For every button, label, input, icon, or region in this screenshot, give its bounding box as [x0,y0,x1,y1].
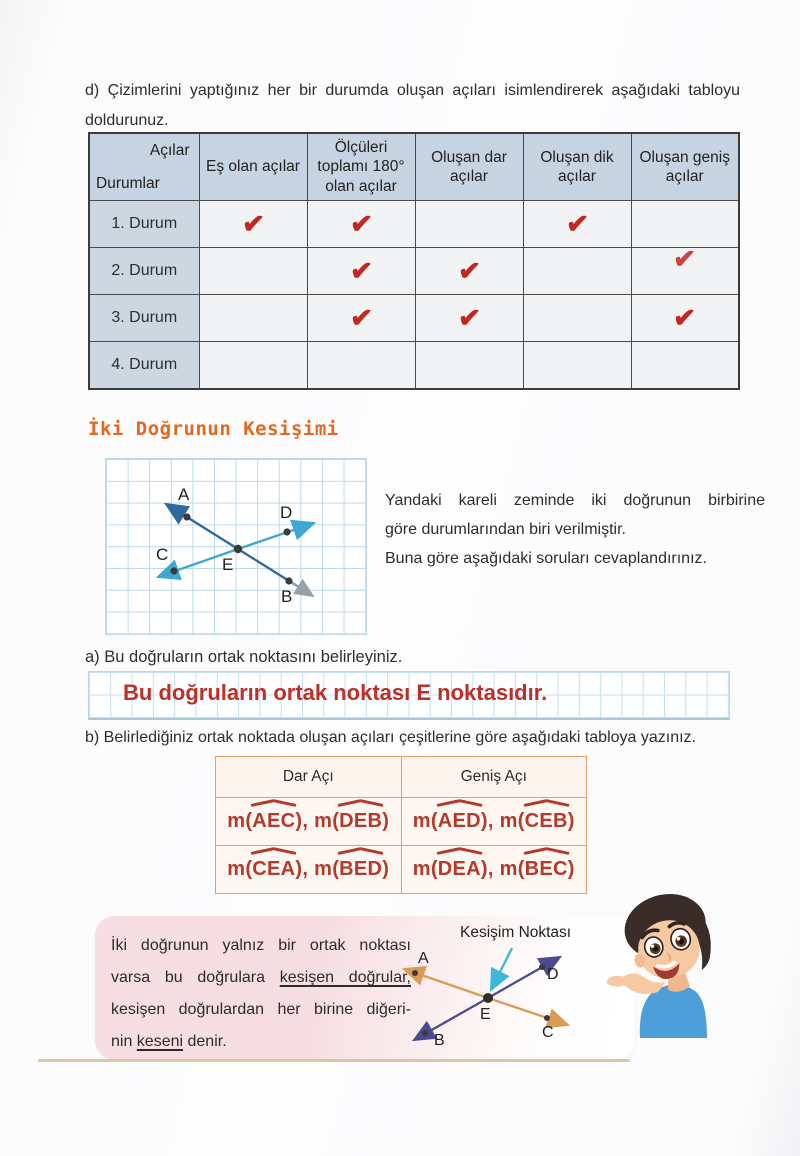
check-cell [307,295,415,342]
corner-label-acilar: Açılar [149,142,190,159]
question-a-text: a) Bu doğruların ortak noktasını belirleyiniz. [85,648,403,666]
check-cell [631,342,739,390]
angle-cell: m(DEA), m(BEC) [401,846,587,894]
row-label: 4. Durum [89,342,199,390]
point-label-B: B [281,587,293,606]
check-cell [523,248,631,295]
check-cell [631,201,739,248]
info-line: kesişen doğrulardan her birine diğeri- [111,1001,411,1018]
angle-table-row [216,846,587,894]
checkmark-icon: ✔ [348,207,374,240]
corner-cell [89,133,199,201]
angle-cell: m(AED), m(CEB) [401,798,587,846]
point-label-A: A [418,950,429,967]
intersecting-lines-figure [106,459,366,634]
checkmark-icon: ✔ [348,301,374,334]
angle-header-genis: Geniş Açı [401,757,587,798]
angle-header-dar: Dar Açı [216,757,402,798]
check-cell [415,248,523,295]
check-cell [199,295,307,342]
question-b-text: b) Belirlediğiniz ortak noktada oluşan açıları çeşitlerine göre aşağıdaki tabloya yazınız. [85,729,696,746]
row-label: 1. Durum [89,201,199,248]
table-row [89,342,739,390]
section-description [385,486,765,573]
checkmark-icon: ✔ [672,301,697,334]
check-cell [415,295,523,342]
corner-label-durumlar: Durumlar [96,174,160,192]
table-header-row [89,133,739,201]
checkmark-icon: ✔ [564,207,590,240]
point-label-D: D [280,503,293,522]
point-label-E: E [222,555,234,574]
info-box [95,916,635,1060]
info-box-text [111,930,411,1058]
point-label-D: D [547,966,559,983]
check-cell [307,248,415,295]
col-header-180: Ölçüleri toplamı 180° olan açılar [307,133,415,201]
row-label: 2. Durum [89,248,199,295]
answer-text: Bu doğruların ortak noktası E noktasıdır. [123,680,548,705]
answer-strip [88,671,730,720]
col-header-dar: Oluşan dar açılar [415,133,523,201]
col-header-es-olan: Eş olan açılar [199,133,307,201]
check-cell [523,295,631,342]
decorative-line [38,1059,630,1062]
table-row [89,295,739,342]
info-line: nin keseni denir. [111,1033,227,1050]
check-cell [415,342,523,390]
description-line3: Buna göre aşağıdaki soruları cevaplandırınız. [385,550,707,567]
check-cell [415,201,523,248]
cartoon-boy [598,886,748,1038]
check-cell [199,201,307,248]
angle-table [215,756,587,894]
point-label-C: C [542,1024,554,1041]
angle-cell: m(CEA), m(BED) [216,846,402,894]
checkmark-icon: ✔ [348,254,374,287]
point-label-C: C [156,545,169,564]
intersection-point-label: Kesişim Noktası [460,924,572,941]
check-cell [523,342,631,390]
info-line: varsa bu doğrulara kesişen doğrular, [111,969,412,986]
table-row [89,248,739,295]
description-line2: göre durumlarından biri verilmiştir. [385,521,626,538]
check-cell [631,295,739,342]
check-cell [307,342,415,390]
angle-table-row [216,798,587,846]
checkmark-icon: ✔ [456,301,482,334]
check-cell [523,201,631,248]
section-title: İki Doğrunun Kesişimi [88,418,339,440]
checkmark-icon: ✔ [672,242,697,275]
description-line1: Yandaki kareli zeminde iki doğrunun birbirine [385,492,765,509]
point-label-A: A [178,485,190,504]
situation-table [88,132,740,390]
question-d-line2: doldurunuz. [85,112,169,129]
checkmark-icon: ✔ [240,207,266,240]
question-d-text [85,76,740,136]
point-label-E: E [480,1006,491,1023]
grid-intersection-diagram [105,458,367,635]
check-cell [631,242,739,295]
check-cell [199,248,307,295]
angle-table-header-row [216,757,587,798]
check-cell [199,342,307,390]
col-header-dik: Oluşan dik açılar [523,133,631,201]
col-header-genis: Oluşan geniş açılar [631,133,739,201]
info-line: İki doğrunun yalnız bir ortak noktası [111,937,411,954]
question-d-line1: d) Çizimlerini yaptığınız her bir durumda oluşan açıları isimlendirerek aşağıdaki tabloyu [85,82,740,99]
row-label: 3. Durum [89,295,199,342]
angle-cell: m(AEC), m(DEB) [216,798,402,846]
table-row [89,201,739,248]
point-label-B: B [434,1032,445,1049]
checkmark-icon: ✔ [456,254,482,287]
check-cell [307,201,415,248]
